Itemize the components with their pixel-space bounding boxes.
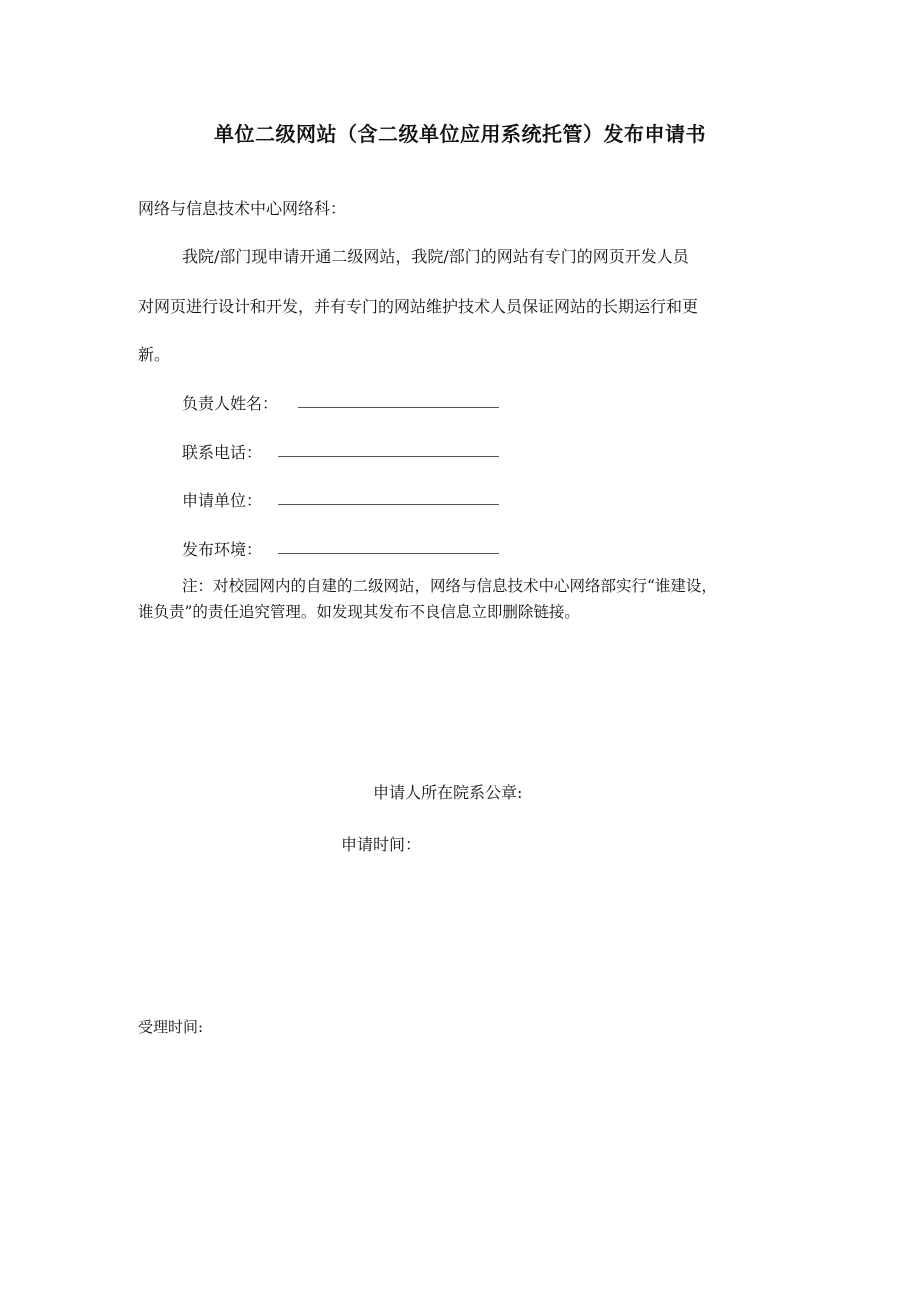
body-paragraph-line-1: 我院/部门现申请开通二级网站，我院/部门的网站有专门的网页开发人员 [182, 247, 689, 266]
body-paragraph-line-2: 对网页进行设计和开发，并有专门的网站维护技术人员保证网站的长期运行和更 [138, 297, 699, 316]
document-title: 单位二级网站（含二级单位应用系统托管）发布申请书 [214, 122, 706, 146]
release-environment-field[interactable] [278, 553, 499, 554]
application-time-label: 申请时间： [341, 835, 422, 854]
release-environment-label: 发布环境： [182, 540, 263, 559]
note-line-1: 注：对校园网内的自建的二级网站，网络与信息技术中心网络部实行“谁建设， [182, 577, 717, 595]
responsible-name-label: 负责人姓名： [182, 394, 279, 413]
contact-phone-label: 联系电话： [182, 443, 263, 462]
department-seal-label: 申请人所在院系公章: [373, 783, 523, 802]
contact-phone-field[interactable] [278, 456, 499, 457]
note-line-2: 谁负责”的责任追究管理。如发现其发布不良信息立即删除链接。 [138, 603, 580, 621]
applicant-unit-field[interactable] [278, 504, 499, 505]
acceptance-time-label: 受理时间: [138, 1018, 204, 1036]
responsible-name-field[interactable] [298, 407, 499, 408]
body-paragraph-line-3: 新。 [138, 345, 171, 364]
addressee: 网络与信息技术中心网络科： [138, 199, 347, 218]
applicant-unit-label: 申请单位： [182, 491, 263, 510]
